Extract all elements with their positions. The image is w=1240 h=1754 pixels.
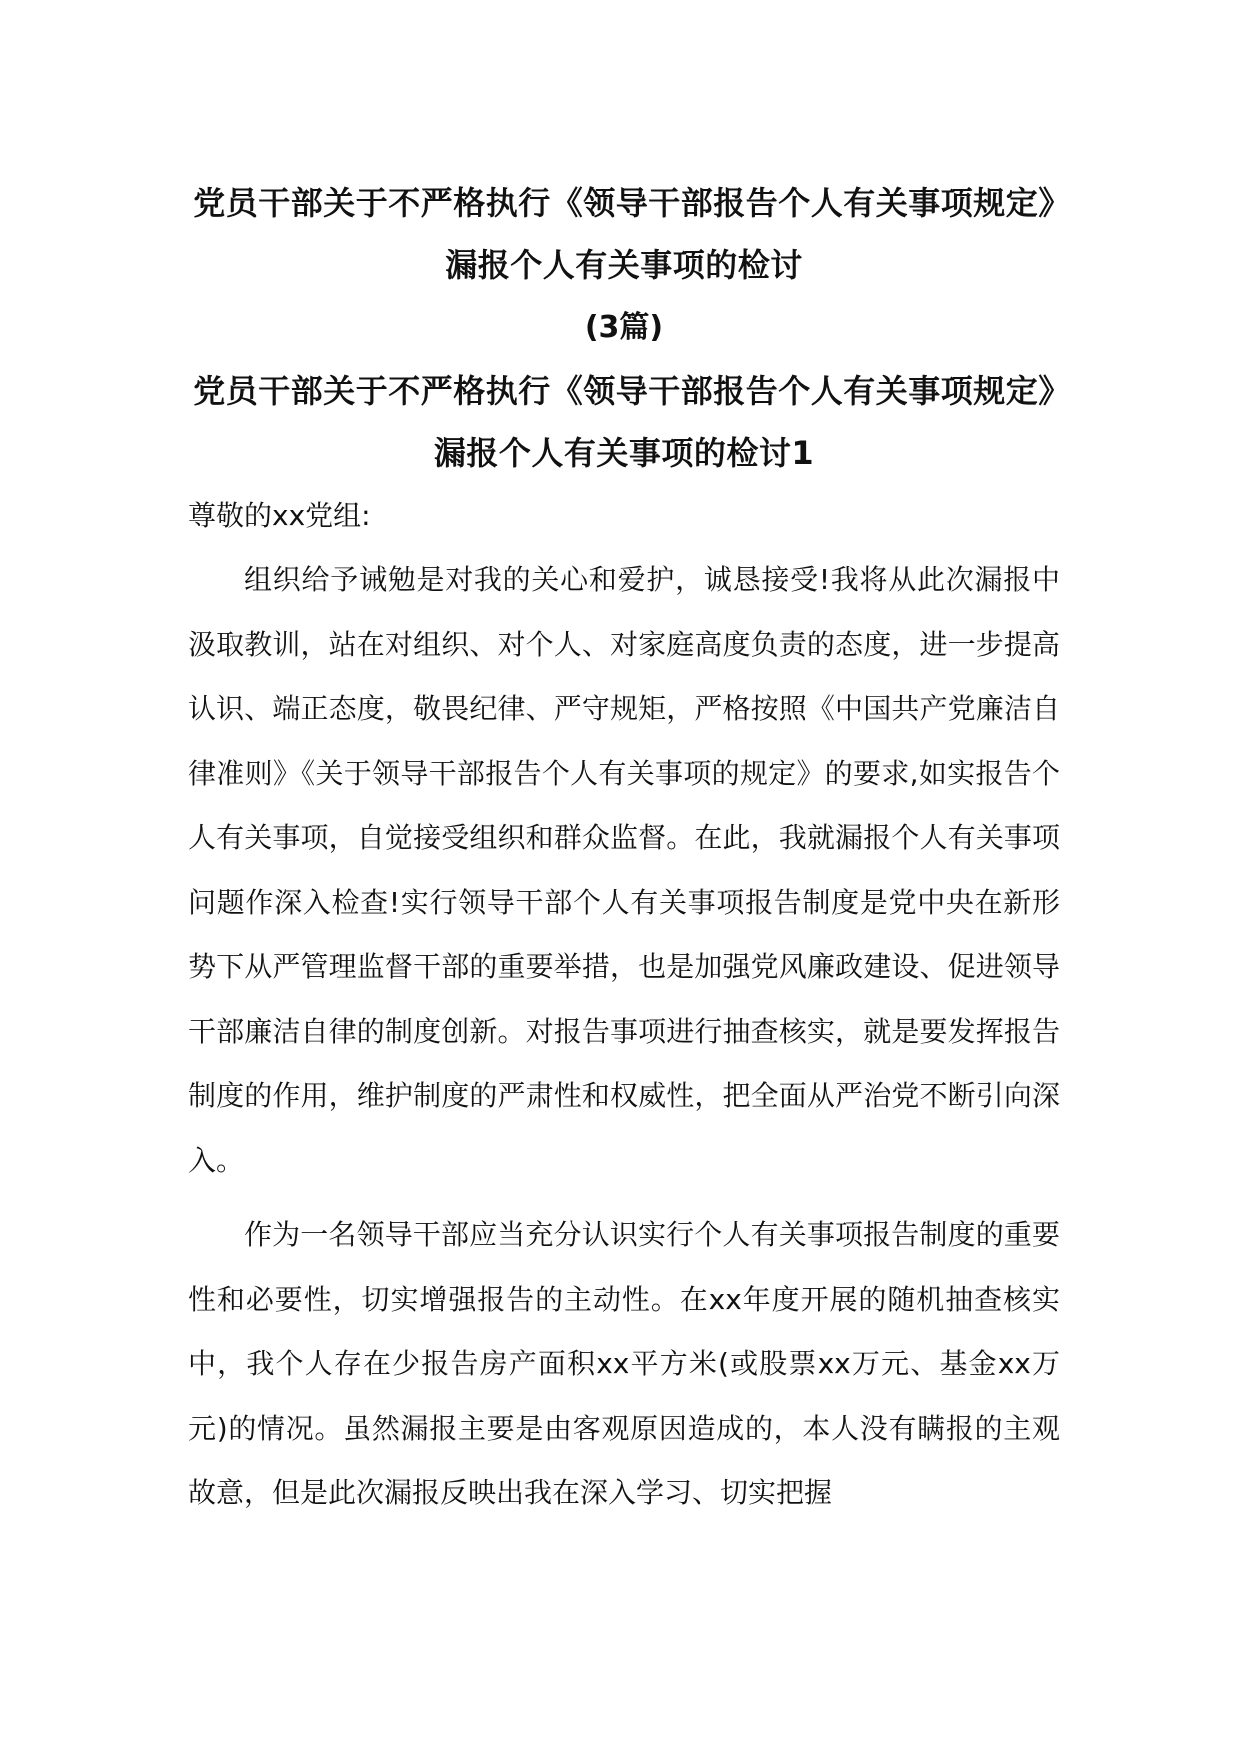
- paragraph: 作为一名领导干部应当充分认识实行个人有关事项报告制度的重要性和必要性，切实增强报告的主动性。在xx年度开展的随机抽查核实中，我个人存在少报告房产面积xx平方米(或股票xx万元、基金xx万元)的情况。虽然漏报主要是由客观原因造成的，本人没有瞒报的主观故意，但是此次漏报反映出我在深入学习、切实把握: [188, 1218, 1060, 1509]
- salutation: 尊敬的xx党组:: [188, 499, 371, 532]
- section-title: 党员干部关于不严格执行《领导干部报告个人有关事项规定》漏报个人有关事项的检讨1: [193, 372, 1055, 472]
- document-subtitle: (3篇): [584, 310, 664, 345]
- document-body: [188, 172, 1060, 1526]
- document-title: 党员干部关于不严格执行《领导干部报告个人有关事项规定》漏报个人有关事项的检讨: [193, 184, 1055, 284]
- paragraph: 组织给予诫勉是对我的关心和爱护，诚恳接受!我将从此次漏报中汲取教训，站在对组织、对个人、对家庭高度负责的态度，进一步提高认识、端正态度，敬畏纪律、严守规矩，严格按照《中国共产党廉洁自律准则》《关于领导干部报告个人有关事项的规定》的要求,如实报告个人有关事项，自觉接受组织和群众监督。在此，我就漏报个人有关事项问题作深入检查!实行领导干部个人有关事项报告制度是党中央在新形势下从严管理监督干部的重要举措，也是加强党风廉政建设、促进领导干部廉洁自律的制度创新。对报告事项进行抽查核实，就是要发挥报告制度的作用，维护制度的严肃性和权威性，把全面从严治党不断引向深入。: [188, 563, 1060, 1177]
